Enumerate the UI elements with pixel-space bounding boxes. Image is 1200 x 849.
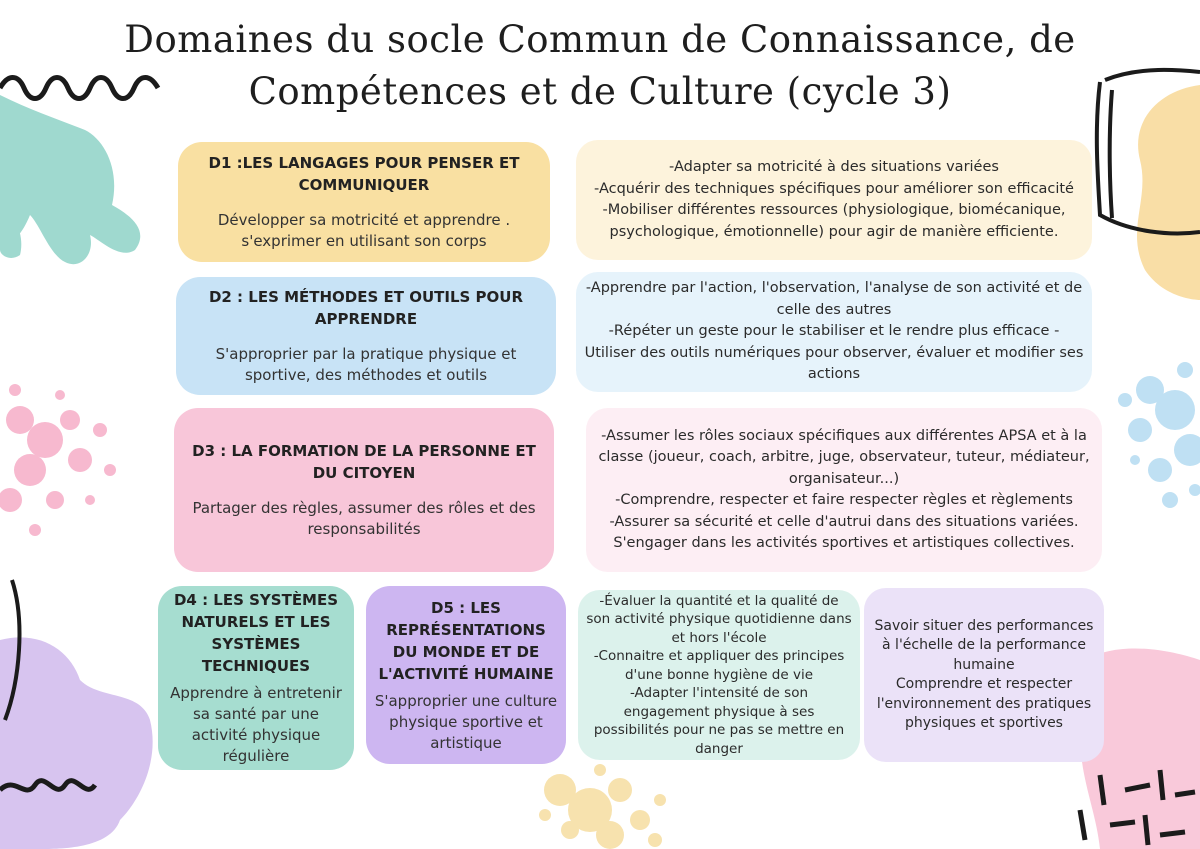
domain-d4-title: D4 : LES SYSTÈMES NATURELS ET LES SYSTÈMES TECHNIQUES <box>173 591 339 675</box>
domain-d5-card <box>366 586 566 764</box>
blue-splatter-right <box>1118 362 1200 508</box>
domain-d1-card <box>178 142 550 262</box>
yellow-splatter-bottom <box>539 764 666 849</box>
domain-d3-subtitle: Partager des règles, assumer des rôles et des responsabilités <box>192 499 536 538</box>
pink-splatter-left <box>0 384 116 536</box>
domain-d2-details: -Apprendre par l'action, l'observation, l'analyse de son activité et de celle des autres -Répéter un geste pour le stabiliser et le rendre plus efficace -Utiliser des outils numériques pour observer, évaluer et modifier ses actions <box>576 272 1092 392</box>
purple-blob-bottom-left <box>0 637 153 849</box>
domain-d5-title: D5 : LES REPRÉSENTATIONS DU MONDE ET DE L'ACTIVITÉ HUMAINE <box>378 598 554 683</box>
domain-d2-title: D2 : LES MÉTHODES ET OUTILS POUR APPRENDRE <box>208 288 524 328</box>
domain-d4-subtitle: Apprendre à entretenir sa santé par une activité physique régulière <box>170 684 342 765</box>
domain-d1-subtitle: Développer sa motricité et apprendre . s'exprimer en utilisant son corps <box>217 211 511 250</box>
domain-d2-subtitle: S'approprier par la pratique physique et sportive, des méthodes et outils <box>215 345 517 384</box>
domain-d3-details: -Assumer les rôles sociaux spécifiques aux différentes APSA et à la classe (joueur, coach, arbitre, juge, observateur, tuteur, médiateur, organisateur...) -Comprendre, respecter et faire respecter règles et règlements -Assurer sa sécurité et celle d'autrui dans des situations variées. S'engager dans les activités sportives et artistiques collectives. <box>586 408 1102 572</box>
domain-d1-title: D1 :LES LANGAGES POUR PENSER ET COMMUNIQUER <box>208 154 520 194</box>
domain-d3-card <box>174 408 554 572</box>
domain-d2-card <box>176 277 556 395</box>
teal-hand-shape <box>0 95 140 264</box>
domain-d1-details: -Adapter sa motricité à des situations variées -Acquérir des techniques spécifiques pour améliorer son efficacité -Mobiliser différentes ressources (physiologique, biomécanique, psychologique, émotionnelle) pour agir de manière efficiente. <box>576 140 1092 260</box>
domain-d4-card <box>158 586 354 770</box>
domain-d4-details: -Évaluer la quantité et la qualité de son activité physique quotidienne dans et hors l'école -Connaitre et appliquer des principes d'une bonne hygiène de vie -Adapter l'intensité de son engagement physique à ses possibilités pour ne pas se mettre en danger <box>578 590 860 760</box>
domain-d3-title: D3 : LA FORMATION DE LA PERSONNE ET DU CITOYEN <box>192 442 536 482</box>
domain-d5-details: Savoir situer des performances à l'échelle de la performance humaine Comprendre et respecter l'environnement des pratiques physiques et sportives <box>864 588 1104 762</box>
domain-d5-subtitle: S'approprier une culture physique sportive et artistique <box>374 691 558 752</box>
page-title: Domaines du socle Commun de Connaissance, de Compétences et de Culture (cycle 3) <box>124 18 1076 113</box>
